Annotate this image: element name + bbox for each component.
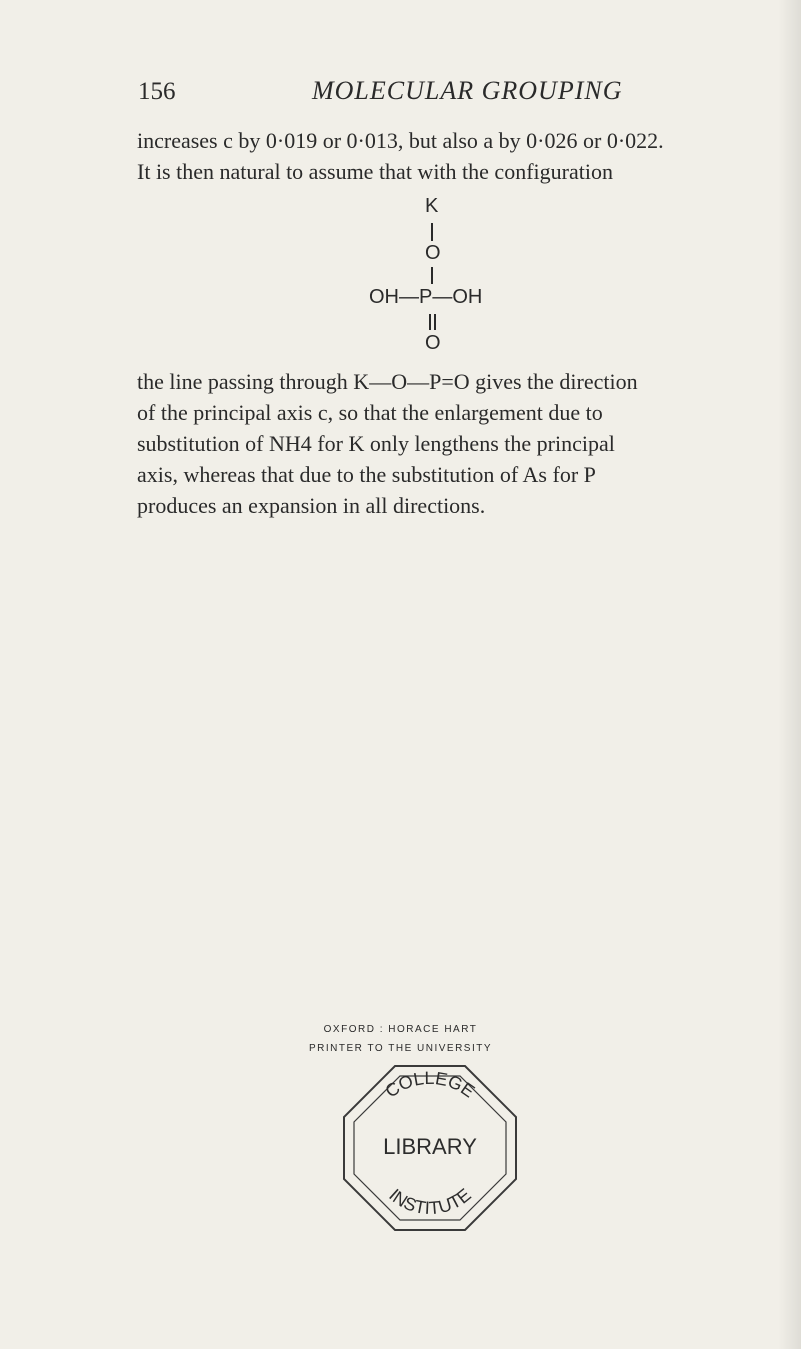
formula-double-bond-left xyxy=(429,314,431,330)
page-edge-shadow xyxy=(778,0,801,1349)
formula-oxygen-lower: O xyxy=(425,332,441,354)
paragraph-2-line-1: the line passing through K—O—P=O gives the direction xyxy=(137,369,638,394)
stamp-bottom-text: INSTITUTE xyxy=(385,1184,475,1219)
paragraph-1 xyxy=(137,125,669,187)
formula-middle-row: OH—P—OH xyxy=(369,286,483,308)
formula-single-bond-k-o xyxy=(431,223,433,241)
stamp-center-text: LIBRARY xyxy=(383,1134,477,1159)
formula-single-bond-o-p xyxy=(431,267,433,284)
paragraph-1-line-1: increases c by 0·019 or 0·013, but also a by 0·026 or 0·022. xyxy=(137,128,664,153)
paragraph-2-line-3: substitution of NH4 for K only lengthens the principal xyxy=(137,431,615,456)
formula-double-bond-right xyxy=(434,314,436,330)
stamp-top-text: COLLEGE xyxy=(381,1067,479,1102)
formula-oxygen-upper: O xyxy=(425,242,441,264)
paragraph-2-line-5: produces an expansion in all directions. xyxy=(137,493,486,518)
running-title: MOLECULAR GROUPING xyxy=(312,76,623,105)
imprint-line-1: OXFORD : HORACE HART xyxy=(323,1024,478,1035)
paragraph-1-line-2: It is then natural to assume that with the configuration xyxy=(137,159,613,184)
paragraph-2-line-2: of the principal axis c, so that the enlargement due to xyxy=(137,400,603,425)
formula-potassium: K xyxy=(425,195,439,217)
library-stamp xyxy=(340,1062,520,1234)
paragraph-2 xyxy=(137,366,669,521)
structural-formula xyxy=(330,195,590,360)
imprint-line-2: PRINTER TO THE UNIVERSITY xyxy=(308,1043,493,1054)
page-number: 156 xyxy=(138,78,176,105)
paragraph-2-line-4: axis, whereas that due to the substitution of As for P xyxy=(137,462,596,487)
